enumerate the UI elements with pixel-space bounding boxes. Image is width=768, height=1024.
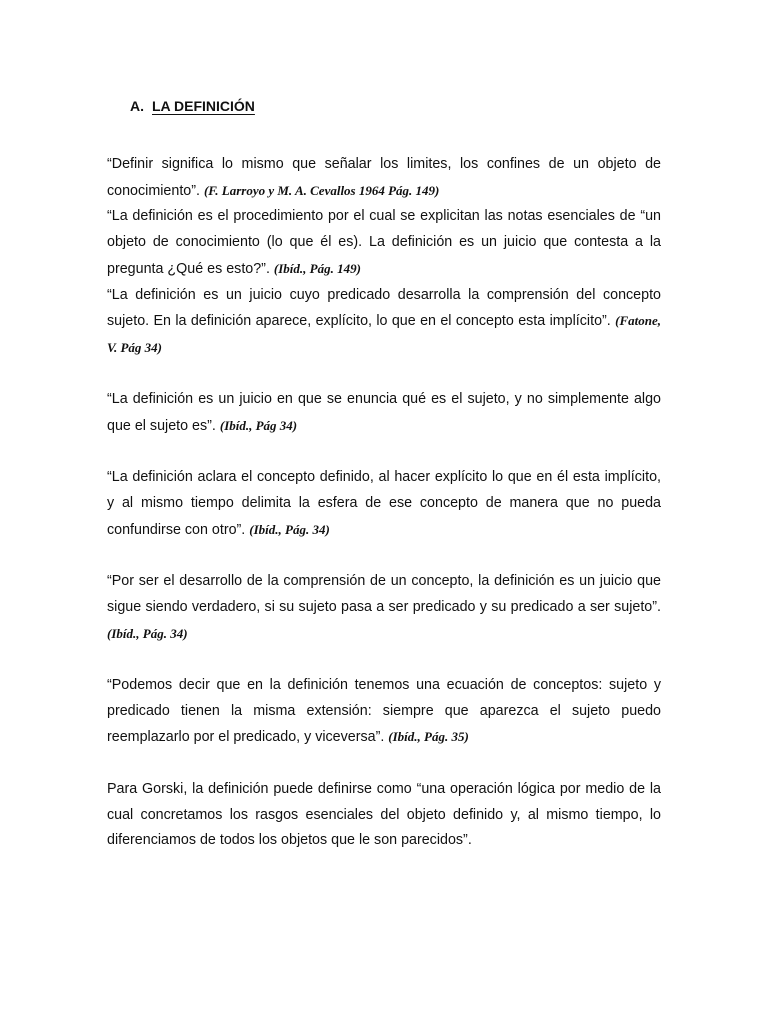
section-marker: A. <box>130 98 144 114</box>
paragraph-clarifies-quote <box>107 465 661 543</box>
citation: (Fatone, V. Pág 34) <box>107 313 661 355</box>
paragraph-subject-quote <box>107 387 661 439</box>
section-heading <box>130 96 255 116</box>
section-title: LA DEFINICIÓN <box>152 98 255 114</box>
paragraph-text: “Podemos decir que en la definición tenemos una ecuación de conceptos: sujeto y predicado tienen la misma extensión: siempre que aparezca el sujeto puedo reemplazarlo por el predicado, y viceversa”. <box>107 677 661 746</box>
paragraph-text: “La definición es el procedimiento por el cual se explicitan las notas esenciales de “un objeto de conocimiento (lo que él es). La definición es un juicio que contesta a la pregunta ¿Qué es esto?”. <box>107 208 661 277</box>
paragraph-equation-quote <box>107 673 661 751</box>
paragraph-text: “La definición es un juicio en que se enuncia qué es el sujeto, y no simplemente algo que el sujeto es”. <box>107 391 661 435</box>
paragraph-comprehension-quote <box>107 569 661 647</box>
paragraph-larroyo-quote <box>107 152 661 204</box>
paragraph-text: “La definición es un juicio cuyo predicado desarrolla la comprensión del concepto sujeto. En la definición aparece, explícito, lo que en el concepto esta implícito”. <box>107 286 661 330</box>
document-body <box>107 152 661 854</box>
citation: (F. Larroyo y M. A. Cevallos 1964 Pág. 149) <box>203 182 440 198</box>
citation: (Ibíd., Pág. 35) <box>388 729 469 745</box>
citation: (Ibíd., Pág 34) <box>219 418 298 434</box>
citation: (Ibíd., Pág. 149) <box>273 260 361 276</box>
citation: (Ibíd., Pág. 34) <box>249 521 330 537</box>
paragraph-text: Para Gorski, la definición puede definirse como “una operación lógica por medio de la cual concretamos los rasgos esenciales del objeto definido y, al mismo tiempo, lo diferenciamos de todos los objetos que le son parecidos”. <box>107 780 661 849</box>
citation: (Ibíd., Pág. 34) <box>107 625 188 641</box>
paragraph-text: “Por ser el desarrollo de la comprensión de un concepto, la definición es un juicio que sigue siendo verdadero, si su sujeto pasa a ser predicado y su predicado a ser sujeto”. <box>107 573 661 615</box>
paragraph-text: “Definir significa lo mismo que señalar los limites, los confines de un objeto de conocimiento”. <box>107 156 661 199</box>
paragraph-fatone-quote <box>107 283 661 362</box>
paragraph-text: “La definición aclara el concepto definido, al hacer explícito lo que en él esta implícito, y al mismo tiempo delimita la esfera de ese concepto de manera que no pueda confundirse con otro”. <box>107 469 661 538</box>
paragraph-procedure-quote <box>107 204 661 282</box>
paragraph-gorski <box>107 777 661 854</box>
